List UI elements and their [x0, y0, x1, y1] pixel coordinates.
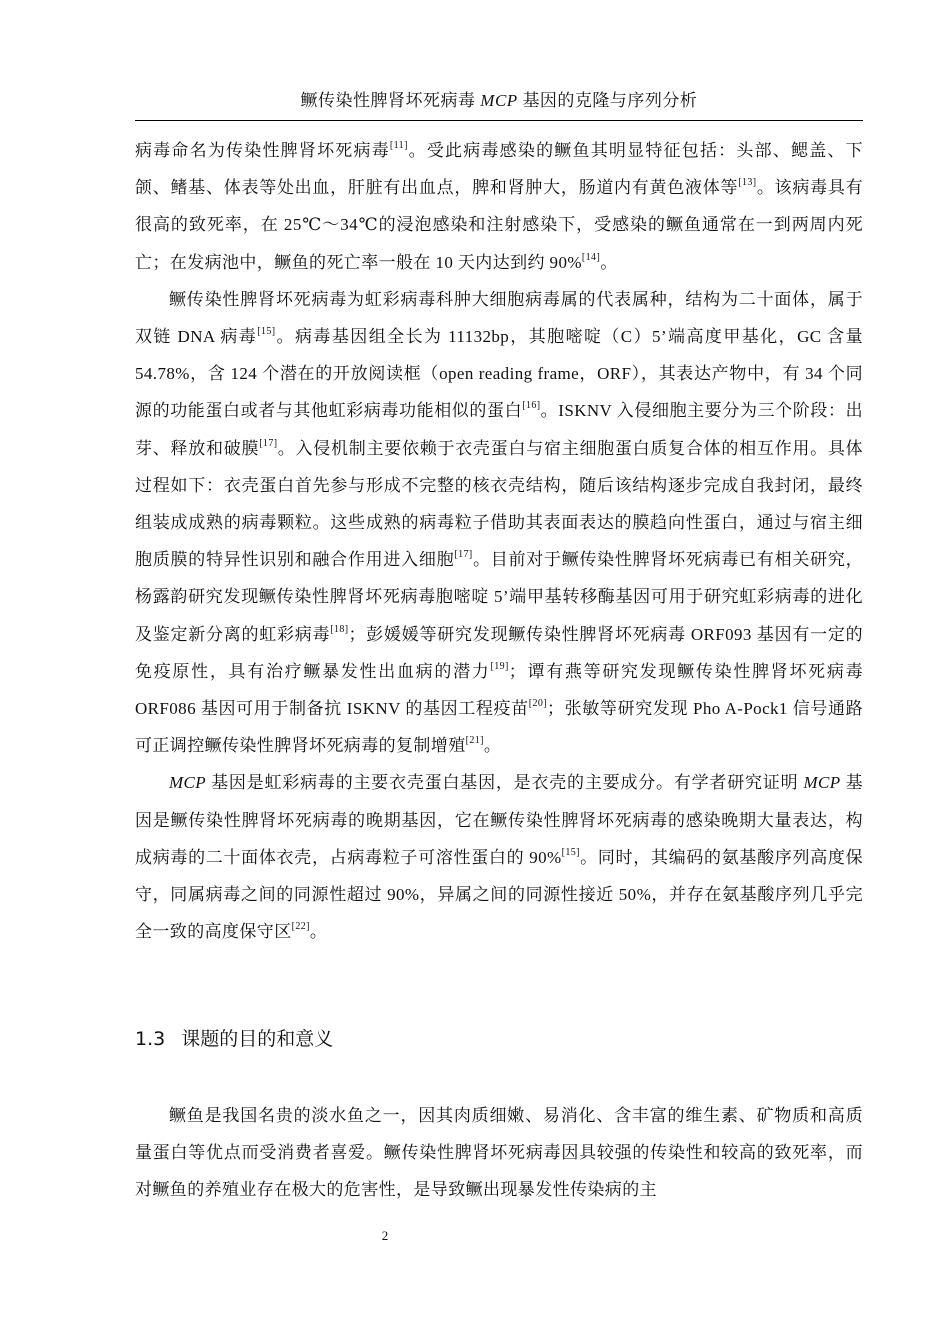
- text-run: ；彭媛媛等研究发现鳜传染性脾肾坏死病毒 ORF093 基因有一定的免疫原性，具有治疗鳜暴发性出血病的潜力: [135, 624, 863, 681]
- text-run: 。: [309, 922, 328, 942]
- text-run: 。病毒基因组全长为 11132bp，其胞嘧啶（C）5’端高度甲基化，GC 含量 54.78%，含 124 个潜在的开放阅读框（open reading frame，ORF），其表达产物中，有 34 个同源的功能蛋白或者与其他虹彩病毒功能相似的蛋白: [135, 327, 864, 421]
- citation-ref: [21]: [465, 735, 484, 747]
- citation-ref: [17]: [454, 549, 473, 561]
- page-number: 2: [381, 1228, 389, 1243]
- citation-ref: [20]: [528, 698, 548, 710]
- text-run: ；谭有燕等研究发现鳜传染性脾肾坏死病毒 ORF086 基因可用于制备抗 ISKNV 的基因工程疫苗: [135, 661, 863, 719]
- running-header: [135, 88, 863, 114]
- citation-ref: [14]: [581, 251, 601, 263]
- text-run: 。受此病毒感染的鳜鱼其明显特征包括：头部、鳃盖、下颌、鳍基、体表等处出血，肝脏有出血点，脾和肾肿大，肠道内有黄色液体等: [135, 141, 864, 198]
- text-run: 鳜传染性脾肾坏死病毒为虹彩病毒科肿大细胞病毒属的代表属种，结构为二十面体，属于双链 DNA 病毒: [135, 289, 863, 347]
- citation-ref: [19]: [490, 660, 509, 672]
- gene-name: MCP: [803, 773, 841, 793]
- text-run: 。该病毒具有很高的致死率，在 25℃～34℃的浸泡感染和注射感染下，受感染的鳜鱼通常在一到两周内死亡；在发病池中，鳜鱼的死亡率一般在 10 天内达到约 90%: [135, 178, 863, 272]
- section-body: [135, 1097, 863, 1209]
- section-number: 1.3: [135, 1028, 166, 1050]
- text-run: 基因是虹彩病毒的主要衣壳蛋白基因，是衣壳的主要成分。有学者研究证明: [206, 773, 804, 793]
- citation-ref: [17]: [259, 437, 278, 449]
- citation-ref: [18]: [330, 623, 349, 635]
- paragraph-4: 鳜鱼是我国名贵的淡水鱼之一，因其肉质细嫩、易消化、含丰富的维生素、矿物质和高质量蛋白等优点而受消费者喜爱。鳜传染性脾肾坏死病毒因具较强的传染性和较高的致死率，而对鳜鱼的养殖业存在极大的危害性，是导致鳜出现暴发性传染病的主: [135, 1106, 863, 1200]
- citation-ref: [22]: [291, 921, 310, 933]
- text-run: 基因是鳜传染性脾肾坏死病毒的晚期基因，它在鳜传染性脾肾坏死病毒的感染晚期大量表达，构成病毒的二十面体衣壳，占病毒粒子可溶性蛋白的 90%: [135, 773, 863, 867]
- section-heading: [135, 1024, 863, 1054]
- header-title-pre: 鳜传染性脾肾坏死病毒: [300, 91, 481, 110]
- text-run: ；张敏等研究发现 Pho A-Pock1 信号通路可正调控鳜传染性脾肾坏死病毒的复制增殖: [135, 699, 863, 756]
- section-title: 课题的目的和意义: [181, 1028, 334, 1050]
- citation-ref: [15]: [561, 846, 580, 858]
- text-run: 。: [600, 252, 618, 272]
- paragraph-2: [135, 281, 863, 765]
- main-body: [135, 132, 863, 950]
- text-run: 。入侵机制主要依赖于衣壳蛋白与宿主细胞蛋白质复合体的相互作用。具体过程如下：衣壳蛋白首先参与形成不完整的核衣壳结构，随后该结构逐步完成自我封闭，最终组装成成熟的病毒颗粒。这些成熟的病毒粒子借助其表面表达的膜趋向性蛋白，通过与宿主细胞质膜的特异性识别和融合作用进入细胞: [135, 438, 863, 570]
- text-run: 。目前对于鳜传染性脾肾坏死病毒已有相关研究，杨露韵研究发现鳜传染性脾肾坏死病毒胞嘧啶 5’端甲基转移酶基因可用于研究虹彩病毒的进化及鉴定新分离的虹彩病毒: [135, 550, 863, 644]
- gene-name: MCP: [169, 773, 207, 793]
- paragraph-3: [135, 764, 863, 950]
- citation-ref: [11]: [389, 140, 408, 151]
- citation-ref: [15]: [257, 326, 276, 338]
- text-run: 病毒命名为传染性脾肾坏死病毒: [135, 141, 390, 160]
- text-run: 。ISKNV 入侵细胞主要分为三个阶段：出芽、释放和破膜: [135, 401, 863, 458]
- header-title-post: 基因的克隆与序列分析: [517, 91, 698, 110]
- header-divider: [135, 120, 863, 121]
- header-gene-name: MCP: [480, 91, 518, 110]
- citation-ref: [13]: [738, 177, 757, 189]
- citation-ref: [16]: [522, 400, 541, 412]
- text-run: 。: [483, 736, 502, 756]
- paragraph-1: [135, 132, 863, 281]
- text-run: 。同时，其编码的氨基酸序列高度保守，同属病毒之间的同源性超过 90%，异属之间的同源性接近 50%，并存在氨基酸序列几乎完全一致的高度保守区: [135, 847, 863, 942]
